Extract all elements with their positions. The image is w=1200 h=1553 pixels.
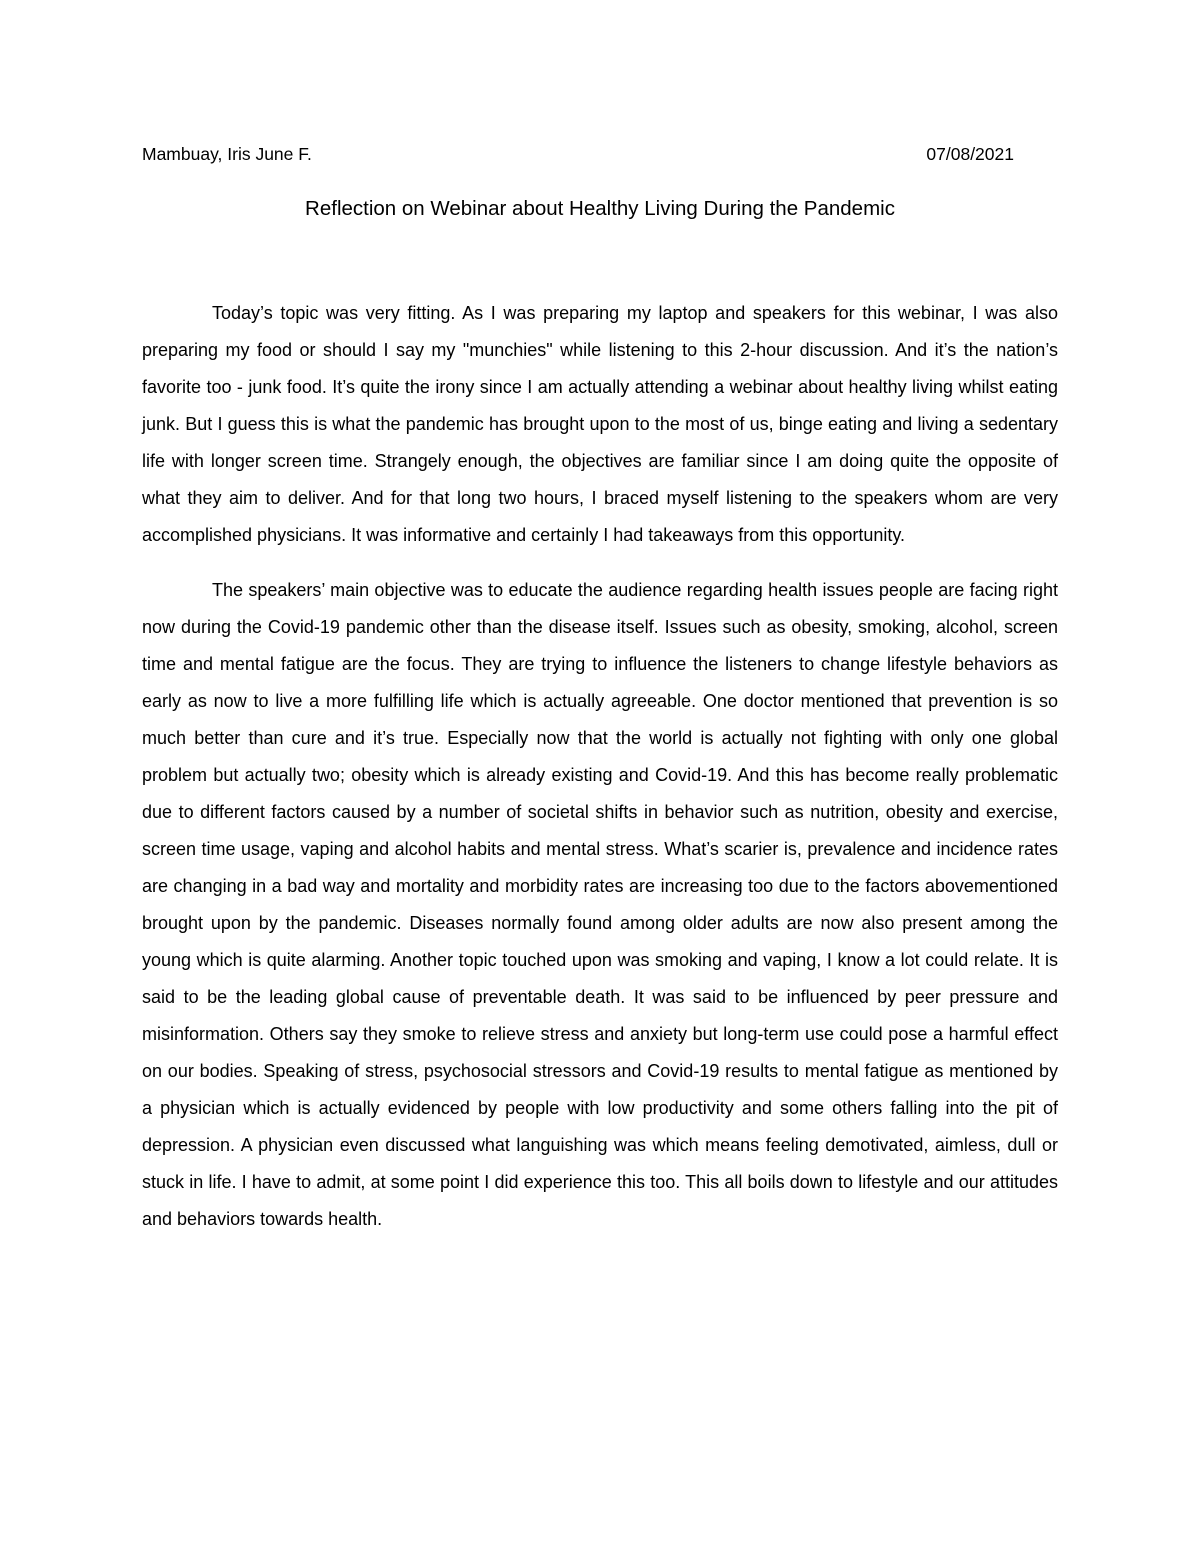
document-date: 07/08/2021 (926, 144, 1014, 164)
paragraph-1: Today’s topic was very fitting. As I was preparing my laptop and speakers for this webinar, I was also preparing my food or should I say my "munchies" while listening to this 2-hour discussion. And it’s the nation’s favorite too - junk food. It’s quite the irony since I am actually attending a webinar about healthy living whilst eating junk. But I guess this is what the pandemic has brought upon to the most of us, binge eating and living a sedentary life with longer screen time. Strangely enough, the objectives are familiar since I am doing quite the opposite of what they aim to deliver. And for that long two hours, I braced myself listening to the speakers whom are very accomplished physicians. It was informative and certainly I had takeaways from this opportunity. (142, 303, 1058, 545)
author-name: Mambuay, Iris June F. (142, 144, 312, 164)
document-header (142, 142, 1014, 166)
document-title: Reflection on Webinar about Healthy Living During the Pandemic (305, 197, 895, 220)
document-body (142, 295, 1058, 1238)
paragraph-2: The speakers’ main objective was to educate the audience regarding health issues people are facing right now during the Covid-19 pandemic other than the disease itself. Issues such as obesity, smoking, alcohol, screen time and mental fatigue are the focus. They are trying to influence the listeners to change lifestyle behaviors as early as now to live a more fulfilling life which is actually agreeable. One doctor mentioned that prevention is so much better than cure and it’s true. Especially now that the world is actually not fighting with only one global problem but actually two; obesity which is already existing and Covid-19. And this has become really problematic due to different factors caused by a number of societal shifts in behavior such as nutrition, obesity and exercise, screen time usage, vaping and alcohol habits and mental stress. What’s scarier is, prevalence and incidence rates are changing in a bad way and mortality and morbidity rates are increasing too due to the factors abovementioned brought upon by the pandemic. Diseases normally found among older adults are now also present among the young which is quite alarming. Another topic touched upon was smoking and vaping, I know a lot could relate. It is said to be the leading global cause of preventable death. It was said to be influenced by peer pressure and misinformation. Others say they smoke to relieve stress and anxiety but long-term use could pose a harmful effect on our bodies. Speaking of stress, psychosocial stressors and Covid-19 results to mental fatigue as mentioned by a physician which is actually evidenced by people with low productivity and some others falling into the pit of depression. A physician even discussed what languishing was which means feeling demotivated, aimless, dull or stuck in life. I have to admit, at some point I did experience this too. This all boils down to lifestyle and our attitudes and behaviors towards health. (142, 580, 1058, 1229)
